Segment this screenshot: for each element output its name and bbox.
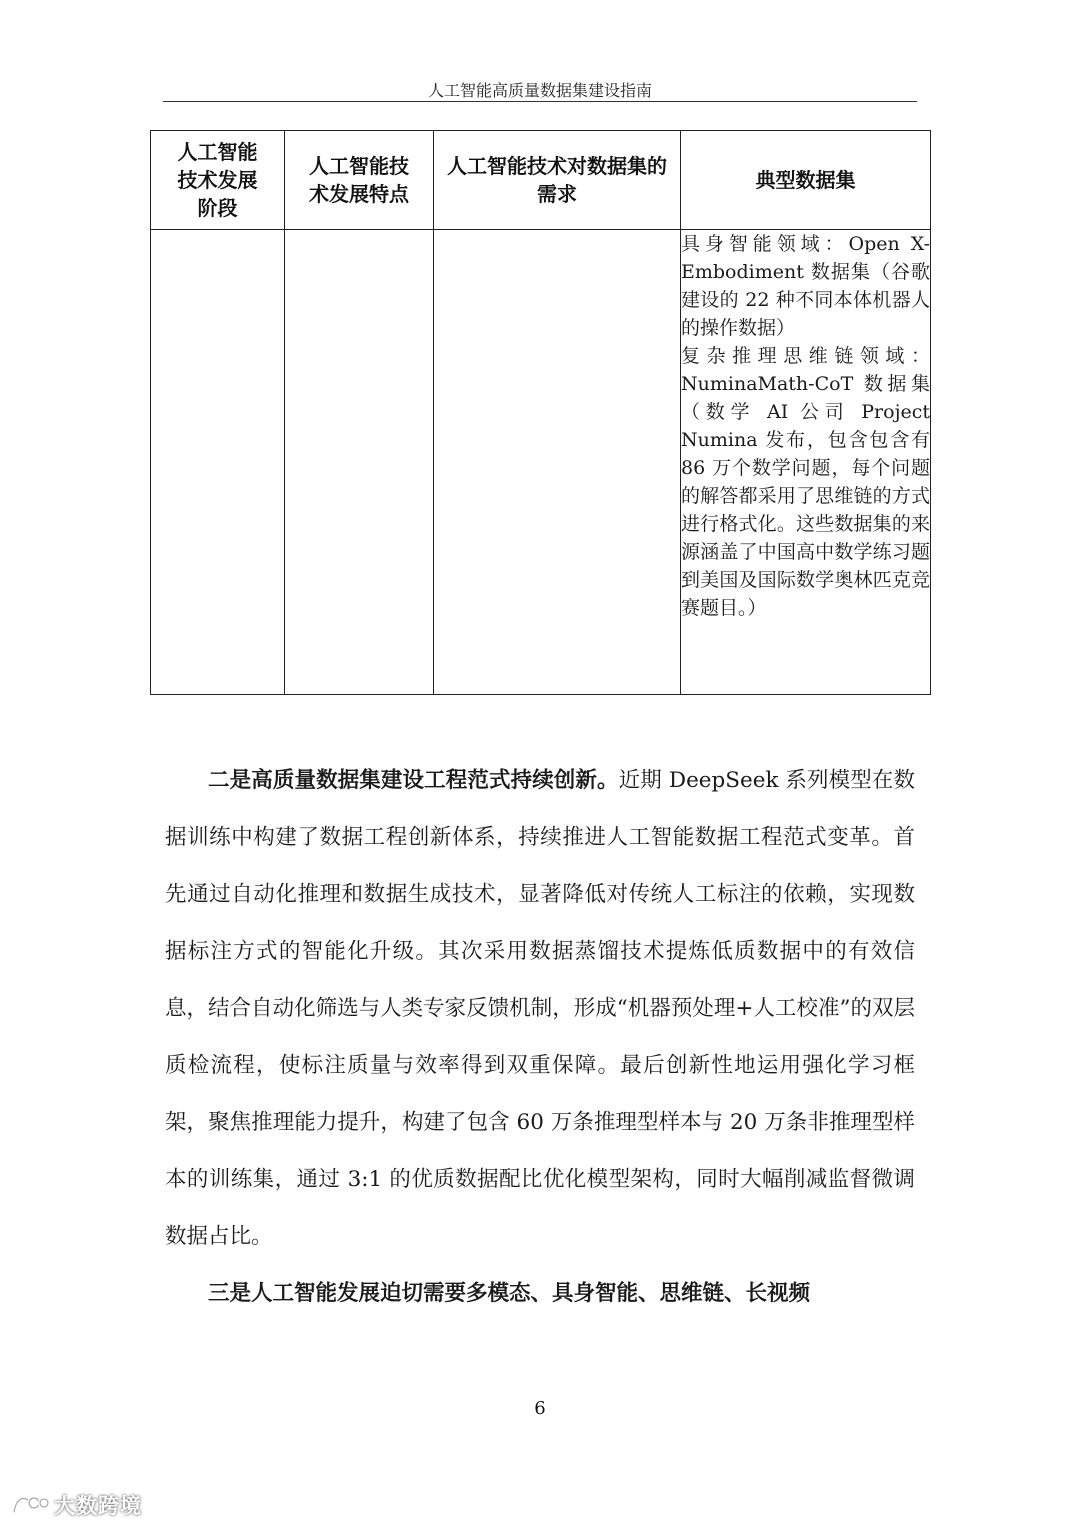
column-header-requirements: 人工智能技术对数据集的需求 bbox=[434, 131, 681, 230]
watermark-text: 大数跨境 bbox=[54, 1494, 142, 1518]
watermark-logo-icon bbox=[10, 1490, 50, 1518]
dataset-entry-reasoning: 复杂推理思维链领域：NuminaMath-CoT 数据集（数学 AI 公司 Project Numina 发布，包含包含有 86 万个数学问题，每个问题的解答都采用了思维链的方式进行格式化。这些数据集的来源涵盖了中国高中数学练习题到美国及国际数学奥林匹克竞赛题目。） bbox=[681, 345, 930, 619]
paragraph-engineering-paradigm bbox=[165, 752, 915, 1265]
column-header-stage: 人工智能技术发展阶段 bbox=[151, 131, 285, 230]
paragraph-multimodal-needs bbox=[165, 1265, 915, 1322]
dataset-table bbox=[150, 130, 931, 695]
column-header-typical-datasets: 典型数据集 bbox=[681, 131, 931, 230]
body-text bbox=[165, 752, 915, 1322]
table-row bbox=[151, 230, 931, 695]
cell-typical-datasets bbox=[681, 230, 931, 695]
cell-requirements bbox=[434, 230, 681, 695]
cell-stage bbox=[151, 230, 285, 695]
paragraph-lead: 二是高质量数据集建设工程范式持续创新。 bbox=[208, 768, 619, 793]
table-header-row bbox=[151, 131, 931, 230]
paragraph-body: 近期 DeepSeek 系列模型在数据训练中构建了数据工程创新体系，持续推进人工智能数据工程范式变革。首先通过自动化推理和数据生成技术，显著降低对传统人工标注的依赖，实现数据标注方式的智能化升级。其次采用数据蒸馏技术提炼低质数据中的有效信息，结合自动化筛选与人类专家反馈机制，形成“机器预处理+人工校准”的双层质检流程，使标注质量与效率得到双重保障。最后创新性地运用强化学习框架，聚焦推理能力提升，构建了包含 60 万条推理型样本与 20 万条非推理型样本的训练集，通过 3:1 的优质数据配比优化模型架构，同时大幅削减监督微调数据占比。 bbox=[165, 768, 915, 1249]
header-rule bbox=[163, 101, 917, 102]
paragraph-lead: 三是人工智能发展迫切需要多模态、具身智能、思维链、长视频 bbox=[208, 1281, 811, 1306]
column-header-features: 人工智能技术发展特点 bbox=[285, 131, 434, 230]
cell-features bbox=[285, 230, 434, 695]
page-number: 6 bbox=[534, 1398, 546, 1419]
running-header: 人工智能高质量数据集建设指南 bbox=[427, 81, 652, 100]
dataset-entry-embodied: 具身智能领域：Open X-Embodiment 数据集（谷歌建设的 22 种不同本体机器人的操作数据） bbox=[681, 233, 930, 339]
